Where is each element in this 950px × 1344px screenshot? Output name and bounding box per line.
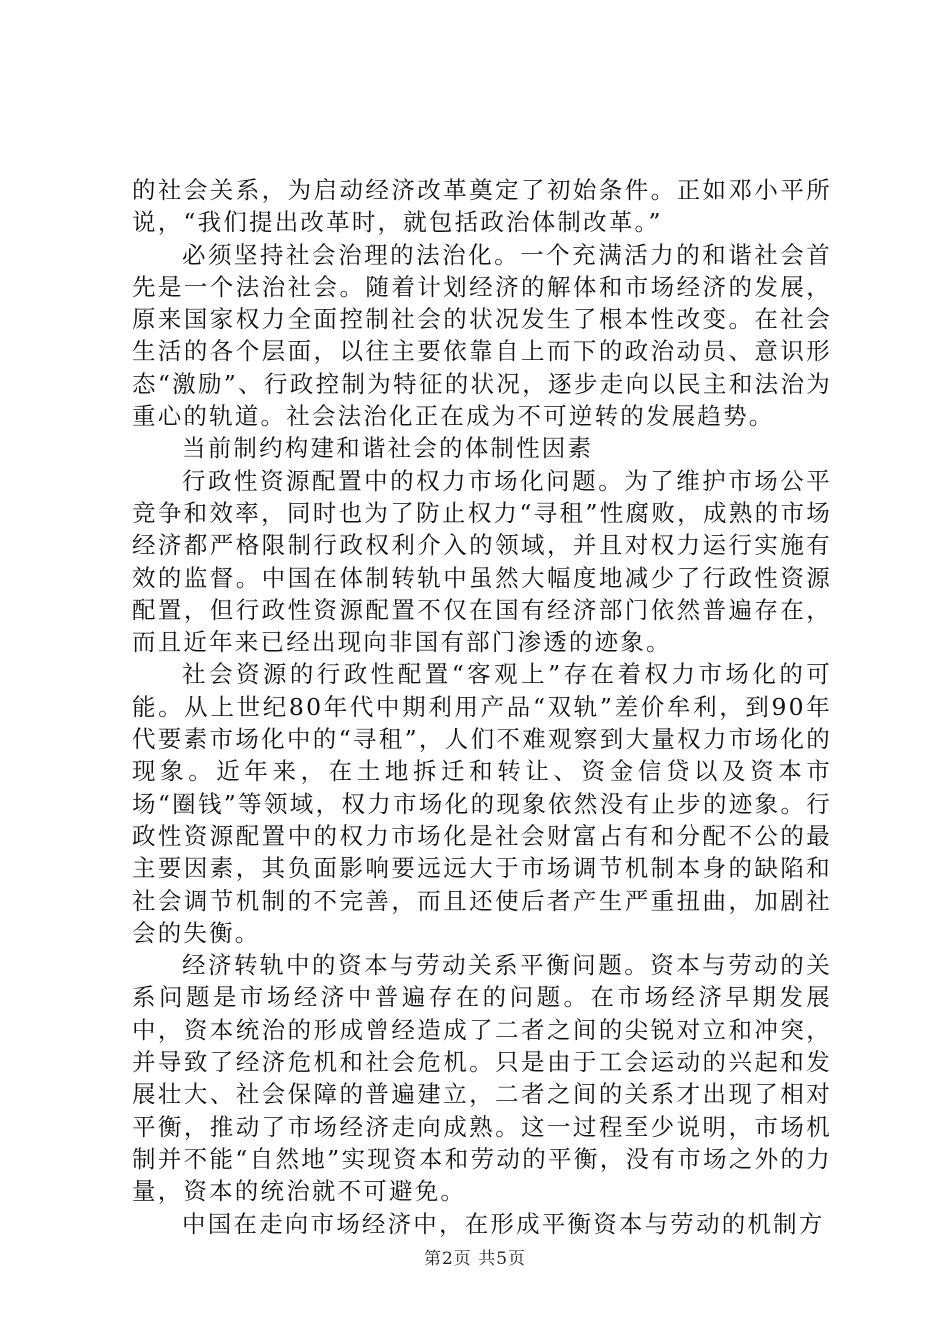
document-body bbox=[132, 174, 832, 1240]
paragraph-3: 行政性资源配置中的权力市场化问题。为了维护市场公平竞争和效率，同时也为了防止权力“寻租”性腐败，成熟的市场经济都严格限制行政权利介入的领域，并且对权力运行实施有效的监督。中国在体制转轨中虽然大幅度地减少了行政性资源配置，但行政性资源配置不仅在国有经济部门依然普遍存在，而且近年来已经出现向非国有部门渗透的迹象。 bbox=[132, 466, 832, 657]
page-footer: 第2页 共5页 bbox=[423, 1249, 527, 1269]
paragraph-5: 经济转轨中的资本与劳动关系平衡问题。资本与劳动的关系问题是市场经济中普遍存在的问题。在市场经济早期发展中，资本统治的形成曾经造成了二者之间的尖锐对立和冲突，并导致了经济危机和社会危机。只是由于工会运动的兴起和发展壮大、社会保障的普遍建立，二者之间的关系才出现了相对平衡，推动了市场经济走向成熟。这一过程至少说明，市场机制并不能“自然地”实现资本和劳动的平衡，没有市场之外的力量，资本的统治就不可避免。 bbox=[132, 951, 832, 1206]
paragraph-6: 中国在走向市场经济中，在形成平衡资本与劳动的机制方 bbox=[182, 1209, 825, 1238]
paragraph-1: 的社会关系，为启动经济改革奠定了初始条件。正如邓小平所说，“我们提出改革时，就包括政治体制改革。” bbox=[132, 176, 832, 237]
paragraph-4: 社会资源的行政性配置“客观上”存在着权力市场化的可能。从上世纪80年代中期利用产品“双轨”差价牟利，到90年代要素市场化中的“寻租”，人们不难观察到大量权力市场化的现象。近年来，在土地拆迁和转让、资金信贷以及资本市场“圈钱”等领域，权力市场化的现象依然没有止步的迹象。行政性资源配置中的权力市场化是社会财富占有和分配不公的最主要因素，其负面影响要远远大于市场调节机制本身的缺陷和社会调节机制的不完善，而且还使后者产生严重扭曲，加剧社会的失衡。 bbox=[132, 660, 832, 947]
paragraph-2: 必须坚持社会治理的法治化。一个充满活力的和谐社会首先是一个法治社会。随着计划经济的解体和市场经济的发展，原来国家权力全面控制社会的状况发生了根本性改变。在社会生活的各个层面，以往主要依靠自上而下的政治动员、意识形态“激励”、行政控制为特征的状况，逐步走向以民主和法治为重心的轨道。社会法治化正在成为不可逆转的发展趋势。 bbox=[132, 240, 832, 431]
section-heading: 当前制约构建和谐社会的体制性因素 bbox=[182, 434, 594, 463]
